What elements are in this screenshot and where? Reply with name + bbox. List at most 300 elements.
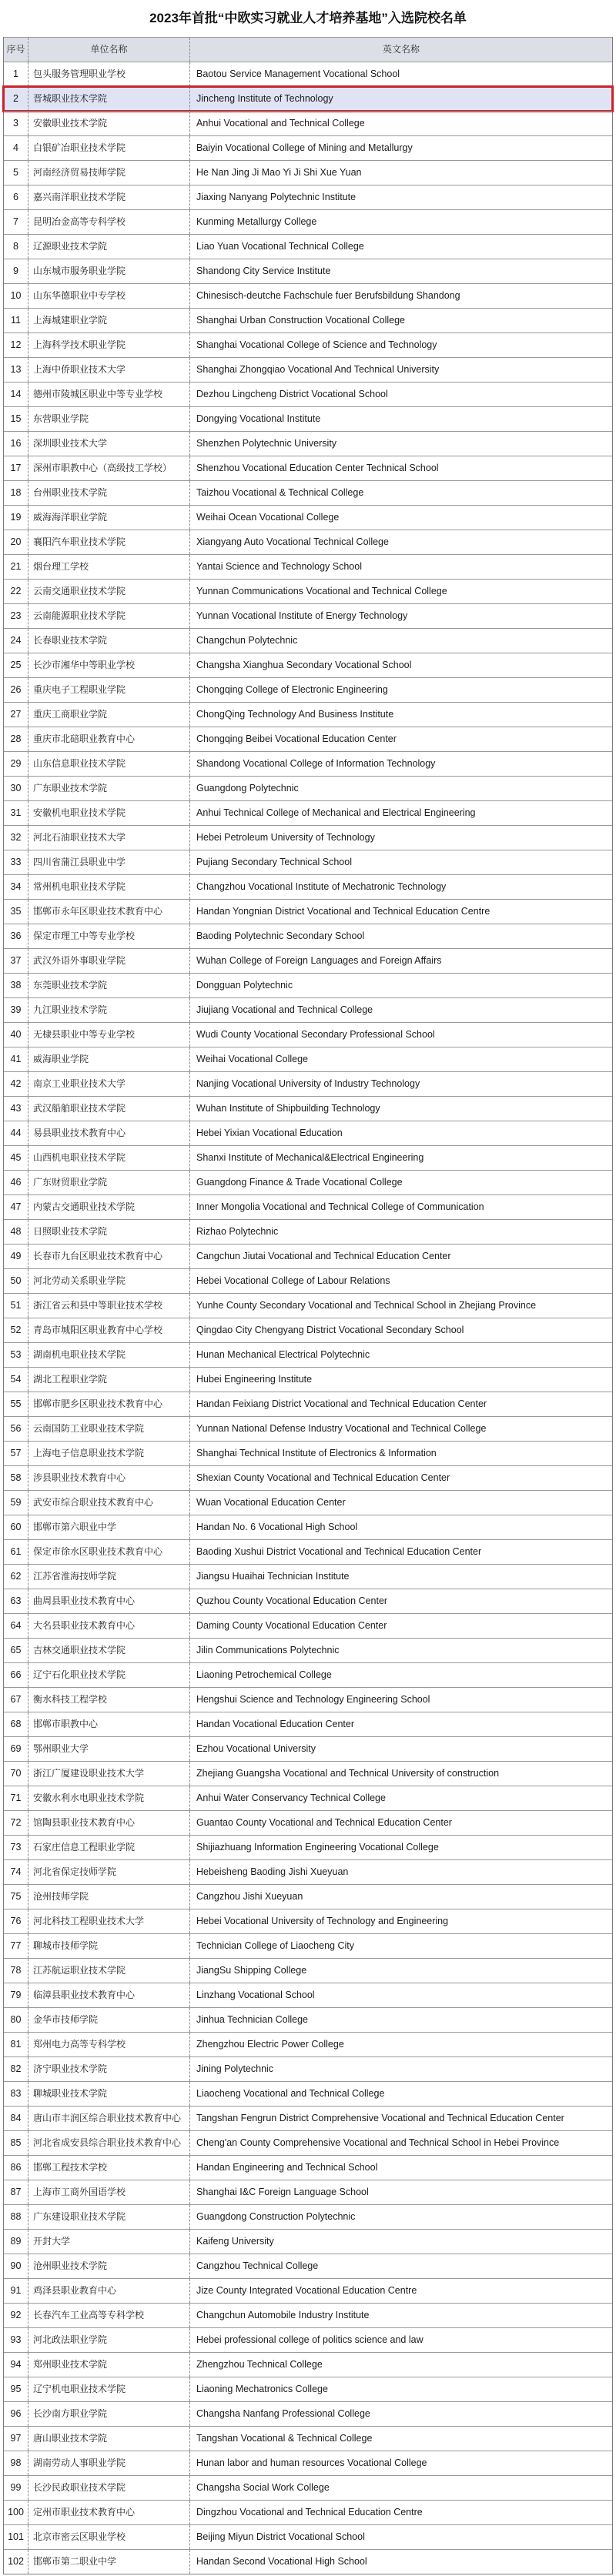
table-row bbox=[4, 160, 612, 185]
school-name-cn: 沧州技师学院 bbox=[28, 1885, 190, 1909]
school-name-en: Jiangsu Huaihai Technician Institute bbox=[196, 1571, 350, 1582]
school-name-en: Liao Yuan Vocational Technical College bbox=[196, 241, 364, 252]
row-number: 8 bbox=[4, 235, 28, 259]
row-number: 84 bbox=[4, 2107, 28, 2130]
table-row bbox=[4, 677, 612, 702]
school-name-cn: 山东华德职业中专学校 bbox=[28, 284, 190, 308]
school-name-en: Baotou Service Management Vocational School bbox=[196, 68, 400, 79]
row-number: 50 bbox=[4, 1269, 28, 1293]
row-number: 33 bbox=[4, 850, 28, 874]
row-number: 29 bbox=[4, 752, 28, 776]
school-name-cn: 聊城职业技术学院 bbox=[28, 2082, 190, 2106]
school-name-en: Changchun Automobile Industry Institute bbox=[196, 2310, 370, 2320]
row-number: 73 bbox=[4, 1836, 28, 1859]
school-name-cn: 唐山职业技术学院 bbox=[28, 2427, 190, 2451]
school-name-cn: 云南国防工业职业技术学院 bbox=[28, 1417, 190, 1441]
table-row bbox=[4, 554, 612, 579]
school-name-en: Dingzhou Vocational and Technical Education Centre bbox=[196, 2507, 423, 2518]
table-row bbox=[4, 1342, 612, 1367]
row-number: 95 bbox=[4, 2377, 28, 2401]
table-row bbox=[4, 234, 612, 259]
table-row bbox=[4, 135, 612, 160]
school-name-en: Shanghai Vocational College of Science and Technology bbox=[196, 339, 437, 350]
table-body bbox=[4, 62, 612, 2574]
school-name-en: Hubei Engineering Institute bbox=[196, 1374, 313, 1385]
row-number: 1 bbox=[4, 62, 28, 86]
school-name-cn: 长沙民政职业技术学院 bbox=[28, 2476, 190, 2500]
school-name-en: Kaifeng University bbox=[196, 2236, 274, 2247]
row-number: 16 bbox=[4, 432, 28, 456]
row-number: 4 bbox=[4, 136, 28, 160]
table-row bbox=[4, 776, 612, 800]
row-number: 85 bbox=[4, 2131, 28, 2155]
school-name-cn: 东营职业学院 bbox=[28, 407, 190, 431]
school-name-en: Jining Polytechnic bbox=[196, 2063, 274, 2074]
school-name-en: Tangshan Fengrun District Comprehensive Vocational and Technical Education Center bbox=[196, 2113, 564, 2123]
school-name-cn: 邯郸市第六职业中学 bbox=[28, 1515, 190, 1539]
school-name-cn: 河北省保定技师学院 bbox=[28, 1860, 190, 1884]
school-name-cn: 江苏航运职业技术学院 bbox=[28, 1959, 190, 1983]
table-row bbox=[4, 209, 612, 234]
table-row bbox=[4, 1662, 612, 1687]
school-name-en: Ezhou Vocational University bbox=[196, 1743, 316, 1754]
school-name-en: Handan Second Vocational High School bbox=[196, 2556, 367, 2567]
row-number: 70 bbox=[4, 1762, 28, 1786]
row-number: 91 bbox=[4, 2279, 28, 2303]
school-name-en: Taizhou Vocational & Technical College bbox=[196, 487, 364, 498]
school-name-en: Changsha Social Work College bbox=[196, 2482, 330, 2493]
row-number: 60 bbox=[4, 1515, 28, 1539]
school-name-cn: 湖南机电职业技术学院 bbox=[28, 1343, 190, 1367]
row-number: 39 bbox=[4, 998, 28, 1022]
table-row bbox=[4, 2475, 612, 2500]
row-number: 17 bbox=[4, 456, 28, 480]
school-name-en: Zhejiang Guangsha Vocational and Technical University of construction bbox=[196, 1768, 500, 1779]
row-number: 99 bbox=[4, 2476, 28, 2500]
row-number: 3 bbox=[4, 112, 28, 135]
school-name-cn: 威海海洋职业学院 bbox=[28, 506, 190, 530]
row-number: 56 bbox=[4, 1417, 28, 1441]
school-name-cn: 台州职业技术学院 bbox=[28, 481, 190, 505]
row-number: 96 bbox=[4, 2402, 28, 2426]
row-number: 21 bbox=[4, 555, 28, 579]
table-row bbox=[4, 2549, 612, 2574]
table-row bbox=[4, 2229, 612, 2254]
row-number: 90 bbox=[4, 2254, 28, 2278]
row-number: 28 bbox=[4, 727, 28, 751]
school-name-cn: 山东信息职业技术学院 bbox=[28, 752, 190, 776]
school-name-cn: 辽源职业技术学院 bbox=[28, 235, 190, 259]
row-number: 13 bbox=[4, 358, 28, 382]
school-name-en: Dongying Vocational Institute bbox=[196, 413, 321, 424]
school-name-cn: 烟台理工学校 bbox=[28, 555, 190, 579]
table-row bbox=[4, 1071, 612, 1096]
school-name-cn: 鸡泽县职业教育中心 bbox=[28, 2279, 190, 2303]
school-name-cn: 济宁职业技术学院 bbox=[28, 2057, 190, 2081]
row-number: 68 bbox=[4, 1712, 28, 1736]
school-name-cn: 保定市理工中等专业学校 bbox=[28, 924, 190, 948]
school-name-cn: 上海城建职业学院 bbox=[28, 309, 190, 332]
school-name-en: Tangshan Vocational & Technical College bbox=[196, 2433, 373, 2444]
table-row bbox=[4, 1416, 612, 1441]
school-name-en: Zhengzhou Electric Power College bbox=[196, 2039, 344, 2050]
school-name-en: Nanjing Vocational University of Industry Technology bbox=[196, 1078, 420, 1089]
school-name-en: Anhui Technical College of Mechanical and Electrical Engineering bbox=[196, 807, 476, 818]
table-row bbox=[4, 1859, 612, 1884]
row-number: 89 bbox=[4, 2230, 28, 2254]
table-row bbox=[4, 505, 612, 530]
row-number: 25 bbox=[4, 653, 28, 677]
school-name-cn: 郑州职业技术学院 bbox=[28, 2353, 190, 2377]
school-name-cn: 武汉船舶职业技术学院 bbox=[28, 1097, 190, 1121]
table-row bbox=[4, 1047, 612, 1071]
school-name-cn: 河北石油职业技术大学 bbox=[28, 826, 190, 850]
school-name-en: Jinhua Technician College bbox=[196, 2014, 309, 2025]
table-row bbox=[4, 308, 612, 332]
row-number: 94 bbox=[4, 2353, 28, 2377]
school-name-en: Guangdong Finance & Trade Vocational College bbox=[196, 1177, 403, 1188]
table-row bbox=[4, 259, 612, 283]
row-number: 18 bbox=[4, 481, 28, 505]
school-name-en: Quzhou County Vocational Education Center bbox=[196, 1595, 388, 1606]
school-name-en: Changzhou Vocational Institute of Mechatronic Technology bbox=[196, 881, 447, 892]
school-name-en: Daming County Vocational Education Center bbox=[196, 1620, 387, 1631]
school-name-cn: 昆明冶金高等专科学校 bbox=[28, 210, 190, 234]
school-name-en: Cangzhou Technical College bbox=[196, 2260, 319, 2271]
school-name-en: Cheng'an County Comprehensive Vocational and Technical School in Hebei Province bbox=[196, 2137, 560, 2148]
school-name-en: Baoding Polytechnic Secondary School bbox=[196, 931, 365, 941]
school-name-en: Chongqing Beibei Vocational Education Center bbox=[196, 733, 397, 744]
school-name-en: Chongqing College of Electronic Engineering bbox=[196, 684, 388, 695]
table-row bbox=[4, 1638, 612, 1662]
school-name-en: Kunming Metallurgy College bbox=[196, 216, 317, 227]
row-number: 97 bbox=[4, 2427, 28, 2451]
row-number: 65 bbox=[4, 1639, 28, 1662]
school-name-cn: 包头服务管理职业学校 bbox=[28, 62, 190, 86]
school-name-cn: 重庆工商职业学院 bbox=[28, 703, 190, 727]
school-name-en: Inner Mongolia Vocational and Technical College of Communication bbox=[196, 1201, 484, 1212]
school-name-cn: 日照职业技术学院 bbox=[28, 1220, 190, 1244]
table-row bbox=[4, 2377, 612, 2401]
table-row bbox=[4, 1761, 612, 1786]
school-name-cn: 四川省蒲江县职业中学 bbox=[28, 850, 190, 874]
school-name-cn: 涉县职业技术教育中心 bbox=[28, 1466, 190, 1490]
table-row bbox=[4, 579, 612, 603]
table-header-row bbox=[4, 37, 612, 62]
table-row bbox=[4, 1392, 612, 1416]
school-name-en: Jiujiang Vocational and Technical College bbox=[196, 1004, 373, 1015]
row-number: 59 bbox=[4, 1491, 28, 1515]
table-row bbox=[4, 2180, 612, 2204]
school-name-en: Liaoning Mechatronics College bbox=[196, 2384, 328, 2394]
table-row bbox=[4, 530, 612, 554]
school-name-en: Linzhang Vocational School bbox=[196, 1990, 315, 2000]
school-name-cn: 郑州电力高等专科学校 bbox=[28, 2033, 190, 2056]
row-number: 100 bbox=[4, 2501, 28, 2524]
school-name-cn: 临漳县职业技术教育中心 bbox=[28, 1983, 190, 2007]
school-name-en: Hunan labor and human resources Vocational College bbox=[196, 2457, 427, 2468]
table-row bbox=[4, 1613, 612, 1638]
row-number: 53 bbox=[4, 1343, 28, 1367]
school-name-en: Technician College of Liaocheng City bbox=[196, 1940, 354, 1951]
school-name-en: Changsha Xianghua Secondary Vocational School bbox=[196, 660, 412, 670]
school-name-en: Anhui Water Conservancy Technical College bbox=[196, 1793, 386, 1803]
school-name-en: Shandong Vocational College of Information Technology bbox=[196, 758, 436, 769]
row-number: 30 bbox=[4, 777, 28, 800]
school-name-en: Yunhe County Secondary Vocational and Technical School in Zhejiang Province bbox=[196, 1300, 537, 1311]
table-row bbox=[4, 1022, 612, 1047]
school-name-en: Changsha Nanfang Professional College bbox=[196, 2408, 370, 2419]
row-number: 14 bbox=[4, 383, 28, 406]
school-name-cn: 上海科学技术职业学院 bbox=[28, 333, 190, 357]
row-number: 48 bbox=[4, 1220, 28, 1244]
school-name-en: Changchun Polytechnic bbox=[196, 635, 298, 646]
school-name-cn: 武汉外语外事职业学院 bbox=[28, 949, 190, 973]
row-number: 15 bbox=[4, 407, 28, 431]
table-row bbox=[4, 2278, 612, 2303]
row-number: 92 bbox=[4, 2304, 28, 2327]
row-number: 40 bbox=[4, 1023, 28, 1047]
school-name-cn: 邯郸市肥乡区职业技术教育中心 bbox=[28, 1392, 190, 1416]
table-row bbox=[4, 874, 612, 899]
school-name-cn: 河南经济贸易技师学院 bbox=[28, 161, 190, 185]
row-number: 63 bbox=[4, 1589, 28, 1613]
table-row bbox=[4, 1687, 612, 1712]
school-name-en: Handan Yongnian District Vocational and Technical Education Centre bbox=[196, 906, 490, 917]
table-row bbox=[4, 1121, 612, 1145]
row-number: 58 bbox=[4, 1466, 28, 1490]
school-name-cn: 广东财贸职业学院 bbox=[28, 1171, 190, 1194]
school-name-cn: 唐山市丰润区综合职业技术教育中心 bbox=[28, 2107, 190, 2130]
row-number: 41 bbox=[4, 1047, 28, 1071]
school-name-en: Wuhan College of Foreign Languages and Foreign Affairs bbox=[196, 955, 442, 966]
school-name-cn: 北京市密云区职业学校 bbox=[28, 2525, 190, 2549]
row-number: 47 bbox=[4, 1195, 28, 1219]
school-name-en: Liaocheng Vocational and Technical College bbox=[196, 2088, 385, 2099]
school-name-cn: 白银矿冶职业技术学院 bbox=[28, 136, 190, 160]
school-name-en: Shandong City Service Institute bbox=[196, 266, 331, 276]
table-row bbox=[4, 1367, 612, 1392]
school-name-en: Shenzhou Vocational Education Center Technical School bbox=[196, 463, 439, 473]
school-name-en: He Nan Jing Ji Mao Yi Ji Shi Xue Yuan bbox=[196, 167, 362, 178]
school-name-en: JiangSu Shipping College bbox=[196, 1965, 307, 1976]
row-number: 83 bbox=[4, 2082, 28, 2106]
table-row bbox=[4, 1170, 612, 1194]
school-name-en: Jiaxing Nanyang Polytechnic Institute bbox=[196, 192, 357, 202]
school-name-cn: 上海电子信息职业技术学院 bbox=[28, 1442, 190, 1465]
school-list-table bbox=[3, 37, 613, 2574]
school-name-cn: 鄂州职业大学 bbox=[28, 1737, 190, 1761]
school-name-en: Jincheng Institute of Technology bbox=[196, 93, 333, 104]
school-name-cn: 邯郸市永年区职业技术教育中心 bbox=[28, 900, 190, 924]
row-number: 38 bbox=[4, 974, 28, 997]
school-name-cn: 内蒙古交通职业技术学院 bbox=[28, 1195, 190, 1219]
school-name-en: Xiangyang Auto Vocational Technical College bbox=[196, 536, 389, 547]
row-number: 67 bbox=[4, 1688, 28, 1712]
school-name-en: Yantai Science and Technology School bbox=[196, 561, 362, 572]
school-name-en: Shanxi Institute of Mechanical&Electrical Engineering bbox=[196, 1152, 424, 1163]
row-number: 72 bbox=[4, 1811, 28, 1835]
school-name-cn: 山西机电职业技术学院 bbox=[28, 1146, 190, 1170]
school-name-cn: 邯郸市职教中心 bbox=[28, 1712, 190, 1736]
school-name-en: Hebei Yixian Vocational Education bbox=[196, 1128, 343, 1138]
table-row bbox=[4, 1515, 612, 1539]
school-name-en: Handan Vocational Education Center bbox=[196, 1719, 355, 1729]
school-name-en: Rizhao Polytechnic bbox=[196, 1226, 279, 1237]
row-number: 42 bbox=[4, 1072, 28, 1096]
table-row bbox=[4, 480, 612, 505]
school-name-en: Beijing Miyun District Vocational School bbox=[196, 2531, 365, 2542]
school-name-en: Guantao County Vocational and Technical Education Center bbox=[196, 1817, 452, 1828]
table-row bbox=[4, 382, 612, 406]
school-name-cn: 河北省成安县综合职业技术教育中心 bbox=[28, 2131, 190, 2155]
school-name-cn: 衡水科技工程学校 bbox=[28, 1688, 190, 1712]
table-row bbox=[4, 1465, 612, 1490]
school-name-cn: 聊城市技师学院 bbox=[28, 1934, 190, 1958]
row-number: 23 bbox=[4, 604, 28, 628]
school-name-en: Dongguan Polytechnic bbox=[196, 980, 293, 991]
row-number: 74 bbox=[4, 1860, 28, 1884]
table-row bbox=[4, 1589, 612, 1613]
school-name-en: Handan Engineering and Technical School bbox=[196, 2162, 378, 2173]
school-name-en: Zhengzhou Technical College bbox=[196, 2359, 323, 2370]
table-row bbox=[4, 1884, 612, 1909]
table-row bbox=[4, 2056, 612, 2081]
table-row bbox=[4, 702, 612, 727]
school-name-en: Guangdong Construction Polytechnic bbox=[196, 2211, 356, 2222]
table-row bbox=[4, 1194, 612, 1219]
school-name-cn: 曲周县职业技术教育中心 bbox=[28, 1589, 190, 1613]
document-title: 2023年首批“中欧实习就业人才培养基地”入选院校名单 bbox=[149, 11, 467, 25]
table-row bbox=[4, 997, 612, 1022]
row-number: 55 bbox=[4, 1392, 28, 1416]
school-name-cn: 长春汽车工业高等专科学校 bbox=[28, 2304, 190, 2327]
school-name-cn: 南京工业职业技术大学 bbox=[28, 1072, 190, 1096]
table-row bbox=[4, 850, 612, 874]
school-name-en: Yunnan Communications Vocational and Technical College bbox=[196, 586, 447, 596]
row-number: 71 bbox=[4, 1786, 28, 1810]
school-name-cn: 河北科技工程职业技术大学 bbox=[28, 1909, 190, 1933]
table-row bbox=[4, 2081, 612, 2106]
table-row bbox=[4, 948, 612, 973]
table-row bbox=[4, 1786, 612, 1810]
row-number: 7 bbox=[4, 210, 28, 234]
school-name-cn: 青岛市城阳区职业教育中心学校 bbox=[28, 1318, 190, 1342]
row-number: 32 bbox=[4, 826, 28, 850]
school-name-en: Pujiang Secondary Technical School bbox=[196, 857, 352, 867]
table-row bbox=[4, 406, 612, 431]
school-name-en: Hebei professional college of politics science and law bbox=[196, 2334, 424, 2345]
row-number: 2 bbox=[4, 87, 28, 111]
school-name-en: Weihai Vocational College bbox=[196, 1054, 309, 1064]
row-number: 62 bbox=[4, 1565, 28, 1589]
school-name-cn: 重庆电子工程职业学院 bbox=[28, 678, 190, 702]
row-number: 34 bbox=[4, 875, 28, 899]
school-name-en: Shexian County Vocational and Technical Education Center bbox=[196, 1472, 450, 1483]
header-school-name-cn: 单位名称 bbox=[28, 38, 190, 62]
table-row bbox=[4, 1219, 612, 1244]
table-row bbox=[4, 185, 612, 209]
school-name-cn: 河北政法职业学院 bbox=[28, 2328, 190, 2352]
school-name-en: Jilin Communications Polytechnic bbox=[196, 1645, 340, 1656]
row-number: 52 bbox=[4, 1318, 28, 1342]
row-number: 10 bbox=[4, 284, 28, 308]
school-name-cn: 襄阳汽车职业技术学院 bbox=[28, 530, 190, 554]
table-row bbox=[4, 825, 612, 850]
table-row bbox=[4, 628, 612, 653]
table-row bbox=[4, 1983, 612, 2007]
row-number: 66 bbox=[4, 1663, 28, 1687]
row-number: 57 bbox=[4, 1442, 28, 1465]
row-number: 37 bbox=[4, 949, 28, 973]
school-name-cn: 长春市九台区职业技术教育中心 bbox=[28, 1245, 190, 1268]
school-name-en: Baiyin Vocational College of Mining and Metallurgy bbox=[196, 142, 413, 153]
school-name-cn: 馆陶县职业技术教育中心 bbox=[28, 1811, 190, 1835]
school-name-cn: 江苏省淮海技师学院 bbox=[28, 1565, 190, 1589]
row-number: 77 bbox=[4, 1934, 28, 1958]
row-number: 20 bbox=[4, 530, 28, 554]
school-name-en: Shanghai Urban Construction Vocational College bbox=[196, 315, 406, 326]
school-name-cn: 重庆市北碚职业教育中心 bbox=[28, 727, 190, 751]
school-name-en: Yunnan Vocational Institute of Energy Technology bbox=[196, 610, 408, 621]
school-name-en: Shenzhen Polytechnic University bbox=[196, 438, 337, 449]
school-name-cn: 长春职业技术学院 bbox=[28, 629, 190, 653]
school-name-cn: 安徽机电职业技术学院 bbox=[28, 801, 190, 825]
row-number: 46 bbox=[4, 1171, 28, 1194]
row-number: 26 bbox=[4, 678, 28, 702]
table-row bbox=[4, 2130, 612, 2155]
row-number: 49 bbox=[4, 1245, 28, 1268]
table-row bbox=[4, 1318, 612, 1342]
table-row bbox=[4, 2106, 612, 2130]
school-name-en: Yunnan National Defense Industry Vocational and Technical College bbox=[196, 1423, 487, 1434]
school-name-en: Qingdao City Chengyang District Vocational Secondary School bbox=[196, 1325, 464, 1335]
table-row bbox=[4, 2401, 612, 2426]
school-name-cn: 常州机电职业技术学院 bbox=[28, 875, 190, 899]
row-number: 64 bbox=[4, 1614, 28, 1638]
table-row bbox=[4, 2254, 612, 2278]
school-name-cn: 沧州职业技术学院 bbox=[28, 2254, 190, 2278]
table-row bbox=[4, 924, 612, 948]
table-row bbox=[4, 603, 612, 628]
school-name-cn: 晋城职业技术学院 bbox=[28, 87, 190, 111]
school-name-cn: 浙江省云和县中等职业技术学校 bbox=[28, 1294, 190, 1318]
table-row bbox=[4, 1933, 612, 1958]
table-row bbox=[4, 1958, 612, 1983]
row-number: 75 bbox=[4, 1885, 28, 1909]
school-name-en: Shanghai Zhongqiao Vocational And Technical University bbox=[196, 364, 440, 375]
row-number: 31 bbox=[4, 801, 28, 825]
table-row bbox=[4, 973, 612, 997]
table-row bbox=[4, 1712, 612, 1736]
table-row bbox=[4, 2451, 612, 2475]
school-name-cn: 无棣县职业中等专业学校 bbox=[28, 1023, 190, 1047]
school-name-cn: 广东职业技术学院 bbox=[28, 777, 190, 800]
school-name-cn: 邯郸市第二职业中学 bbox=[28, 2550, 190, 2574]
school-name-cn: 东莞职业技术学院 bbox=[28, 974, 190, 997]
row-number: 36 bbox=[4, 924, 28, 948]
school-name-cn: 安徽水利水电职业技术学院 bbox=[28, 1786, 190, 1810]
row-number: 54 bbox=[4, 1368, 28, 1392]
row-number: 12 bbox=[4, 333, 28, 357]
row-number: 78 bbox=[4, 1959, 28, 1983]
school-name-en: Shanghai I&C Foreign Language School bbox=[196, 2187, 369, 2197]
school-name-en: ChongQing Technology And Business Institute bbox=[196, 709, 394, 720]
table-row bbox=[4, 2007, 612, 2032]
school-name-cn: 武安市综合职业技术教育中心 bbox=[28, 1491, 190, 1515]
table-row bbox=[4, 1293, 612, 1318]
table-row bbox=[4, 1441, 612, 1465]
